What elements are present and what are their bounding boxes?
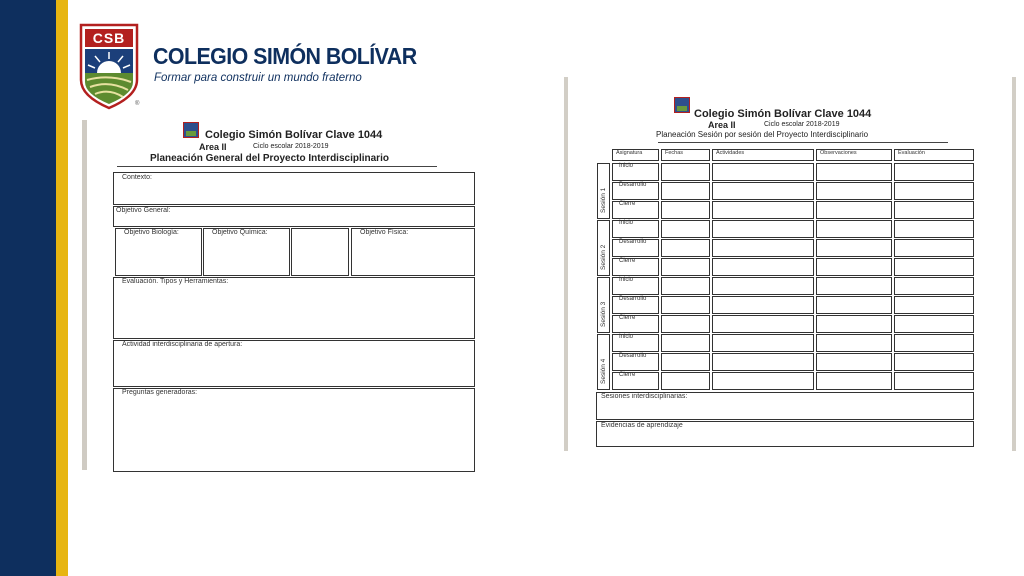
grid-cell — [712, 182, 814, 200]
phase-cell: Desarrollo — [612, 182, 659, 200]
grid-cell — [894, 315, 974, 333]
grid-cell — [661, 239, 710, 257]
phase-cell: Desarrollo — [612, 239, 659, 257]
grid-cell — [661, 220, 710, 238]
phase-cell: Cierre — [612, 315, 659, 333]
grid-cell — [894, 296, 974, 314]
grid-cell — [894, 334, 974, 352]
grid-column-header: Evaluación — [894, 149, 974, 161]
field-actividad-apertura: Actividad interdisciplinaria de apertura: — [113, 340, 475, 387]
grid-cell — [816, 258, 892, 276]
grid-cell — [661, 277, 710, 295]
left-navy-band — [0, 0, 56, 576]
phase-cell: Inicio — [612, 334, 659, 352]
grid-cell — [712, 277, 814, 295]
grid-cell — [816, 201, 892, 219]
grid-cell — [712, 220, 814, 238]
grid-cell — [712, 258, 814, 276]
grid-cell — [661, 258, 710, 276]
field-objetivo-quimica: Objetivo Química: — [203, 228, 290, 276]
grid-cell — [661, 315, 710, 333]
form-title: Colegio Simón Bolívar Clave 1044 — [205, 129, 383, 141]
field-evaluacion: Evaluación. Tipos y Herramientas: — [113, 277, 475, 339]
grid-cell — [894, 163, 974, 181]
svg-text:CSB: CSB — [92, 30, 126, 46]
grid-cell — [816, 334, 892, 352]
grid-cell — [712, 296, 814, 314]
phase-cell: Inicio — [612, 277, 659, 295]
field-blank — [291, 228, 349, 276]
grid-cell — [894, 258, 974, 276]
grid-cell — [816, 372, 892, 390]
field-preguntas-generadoras: Preguntas generadoras: — [113, 388, 475, 472]
field-objetivo-general: Objetivo General: — [113, 206, 475, 227]
title-underline — [658, 142, 948, 143]
grid-cell — [816, 163, 892, 181]
grid-cell — [894, 182, 974, 200]
school-crest-logo — [78, 22, 140, 110]
grid-cell — [712, 239, 814, 257]
grid-cell — [894, 220, 974, 238]
grid-cell — [816, 296, 892, 314]
grid-cell — [816, 353, 892, 371]
grid-cell — [816, 239, 892, 257]
form-cycle: Ciclo escolar 2018-2019 — [764, 121, 840, 128]
form-title: Colegio Simón Bolívar Clave 1044 — [694, 108, 872, 120]
form-area: Area II — [199, 142, 227, 152]
field-evidencias-aprendizaje: Evidencias de aprendizaje — [596, 421, 974, 447]
grid-cell — [816, 277, 892, 295]
grid-cell — [894, 353, 974, 371]
field-sesiones-interdisciplinarias: Sesiones interdisciplinarias: — [596, 392, 974, 420]
field-contexto: Contexto: — [113, 172, 475, 205]
registered-mark: ® — [135, 101, 140, 107]
grid-cell — [712, 315, 814, 333]
grid-column-header: Actividades — [712, 149, 814, 161]
grid-cell — [816, 182, 892, 200]
form-mini-logo — [674, 97, 690, 113]
form-cycle: Ciclo escolar 2018-2019 — [253, 143, 329, 150]
grid-cell — [712, 353, 814, 371]
grid-cell — [661, 182, 710, 200]
session-label-cell: Sesión 3 — [597, 277, 610, 333]
phase-cell: Cierre — [612, 372, 659, 390]
general-planning-form-scan — [82, 120, 481, 470]
field-objetivo-fisica: Objetivo Física: — [351, 228, 475, 276]
grid-cell — [661, 353, 710, 371]
phase-cell: Cierre — [612, 258, 659, 276]
session-label-cell: Sesión 4 — [597, 334, 610, 390]
grid-cell — [712, 334, 814, 352]
field-objetivo-biologia: Objetivo Biología: — [115, 228, 202, 276]
session-planning-form-scan — [564, 77, 1016, 451]
form-subtitle: Planeación Sesión por sesión del Proyecto Interdisciplinario — [656, 130, 869, 139]
phase-cell: Desarrollo — [612, 353, 659, 371]
grid-cell — [816, 220, 892, 238]
grid-cell — [661, 372, 710, 390]
phase-cell: Desarrollo — [612, 296, 659, 314]
grid-cell — [816, 315, 892, 333]
session-label-cell: Sesión 1 — [597, 163, 610, 219]
school-name-heading: COLEGIO SIMÓN BOLÍVAR — [153, 43, 417, 69]
grid-cell — [894, 372, 974, 390]
form-area: Area II — [708, 120, 736, 130]
phase-cell: Inicio — [612, 220, 659, 238]
grid-cell — [661, 163, 710, 181]
grid-column-header: Observaciones — [816, 149, 892, 161]
grid-cell — [712, 201, 814, 219]
grid-cell — [712, 372, 814, 390]
session-label-cell: Sesión 2 — [597, 220, 610, 276]
phase-cell: Inicio — [612, 163, 659, 181]
title-underline — [117, 166, 437, 167]
grid-cell — [894, 239, 974, 257]
school-tagline: Formar para construir un mundo fraterno — [154, 72, 362, 84]
grid-column-header: Asignatura — [612, 149, 659, 161]
grid-cell — [661, 334, 710, 352]
form-subtitle: Planeación General del Proyecto Interdisciplinario — [150, 153, 389, 164]
form-mini-logo — [183, 122, 199, 138]
grid-cell — [894, 201, 974, 219]
left-gold-band — [56, 0, 68, 576]
grid-cell — [661, 296, 710, 314]
phase-cell: Cierre — [612, 201, 659, 219]
grid-column-header: Fechas — [661, 149, 710, 161]
grid-cell — [712, 163, 814, 181]
grid-cell — [894, 277, 974, 295]
grid-cell — [661, 201, 710, 219]
